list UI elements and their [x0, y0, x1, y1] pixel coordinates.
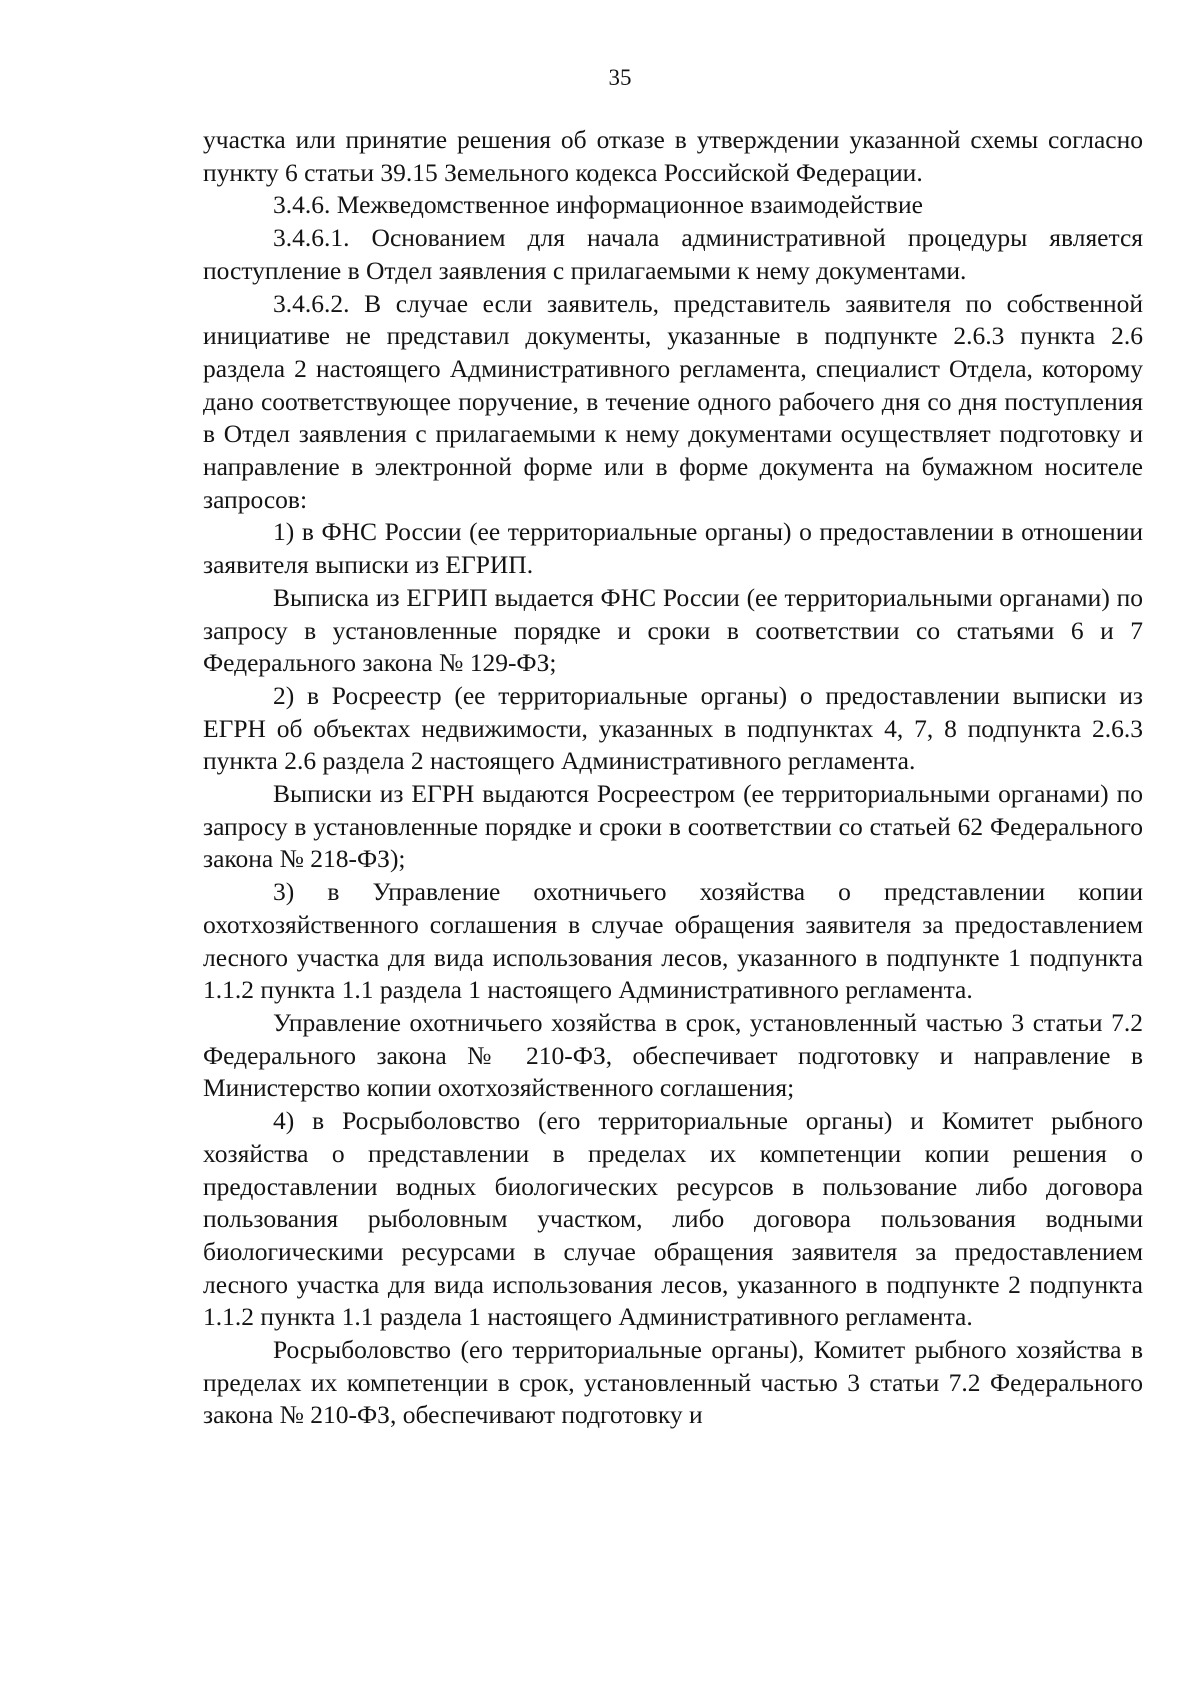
list-item: 3) в Управление охотничьего хозяйства о представлении копии охотхозяйственного соглашения в случае обращения заявителя за предоставлением лесного участка для вида использования лесов, указанного в подпункте 1 подпункта 1.1.2 пункта 1.1 раздела 1 настоящего Административного регламента.	[203, 877, 1143, 1005]
paragraph-section-heading: 3.4.6. Межведомственное информационное взаимодействие	[273, 190, 923, 220]
list-item: 4) в Росрыболовство (его территориальные органы) и Комитет рыбного хозяйства о представлении в пределах их компетенции копии решения о предоставлении водных биологических ресурсов в пользование либо договора пользования рыболовным участком, либо договора пользования водными биологическими ресурсами в случае обращения заявителя за предоставлением лесного участка для вида использования лесов, указанного в подпункте 2 подпункта 1.1.2 пункта 1.1 раздела 1 настоящего Административного регламента.	[203, 1106, 1143, 1332]
list-item: 1) в ФНС России (ее территориальные органы) о предоставлении в отношении заявителя выписки из ЕГРИП.	[203, 517, 1143, 580]
paragraph: Управление охотничьего хозяйства в срок, установленный частью 3 статьи 7.2 Федерального закона № 210-ФЗ, обеспечивает подготовку и направление в Министерство копии охотхозяйственного соглашения;	[203, 1007, 1143, 1103]
paragraph: Выписка из ЕГРИП выдается ФНС России (ее территориальными органами) по запросу в установленные порядке и сроки в соответствии со статьями 6 и 7 Федерального закона № 129-ФЗ;	[203, 582, 1143, 678]
paragraph: Выписки из ЕГРН выдаются Росреестром (ее территориальными органами) по запросу в установленные порядке и сроки в соответствии со статьей 62 Федерального закона № 218-ФЗ);	[203, 779, 1143, 874]
paragraph: Росрыболовство (его территориальные органы), Комитет рыбного хозяйства в пределах их компетенции в срок, установленный частью 3 статьи 7.2 Федерального закона № 210-ФЗ, обеспечивают подготовку и	[203, 1335, 1143, 1430]
page-number: 35	[608, 65, 632, 90]
list-item: 2) в Росреестр (ее территориальные органы) о предоставлении выписки из ЕГРН об объектах недвижимости, указанных в подпунктах 4, 7, 8 подпункта 2.6.3 пункта 2.6 раздела 2 настоящего Административного регламента.	[203, 680, 1143, 776]
document-body	[203, 124, 1143, 1432]
paragraph: 3.4.6.2. В случае если заявитель, представитель заявителя по собственной инициативе не представил документы, указанные в подпункте 2.6.3 пункта 2.6 раздела 2 настоящего Административного регламента, специалист Отдела, которому дано соответствующее поручение, в течение одного рабочего дня со дня поступления в Отдел заявления с прилагаемыми к нему документами осуществляет подготовку и направление в электронной форме или в форме документа на бумажном носителе запросов:	[203, 288, 1143, 514]
paragraph-continuation: участка или принятие решения об отказе в утверждении указанной схемы согласно пункту 6 статьи 39.15 Земельного кодекса Российской Федерации.	[203, 125, 1143, 187]
paragraph: 3.4.6.1. Основанием для начала административной процедуры является поступление в Отдел заявления с прилагаемыми к нему документами.	[203, 223, 1143, 285]
